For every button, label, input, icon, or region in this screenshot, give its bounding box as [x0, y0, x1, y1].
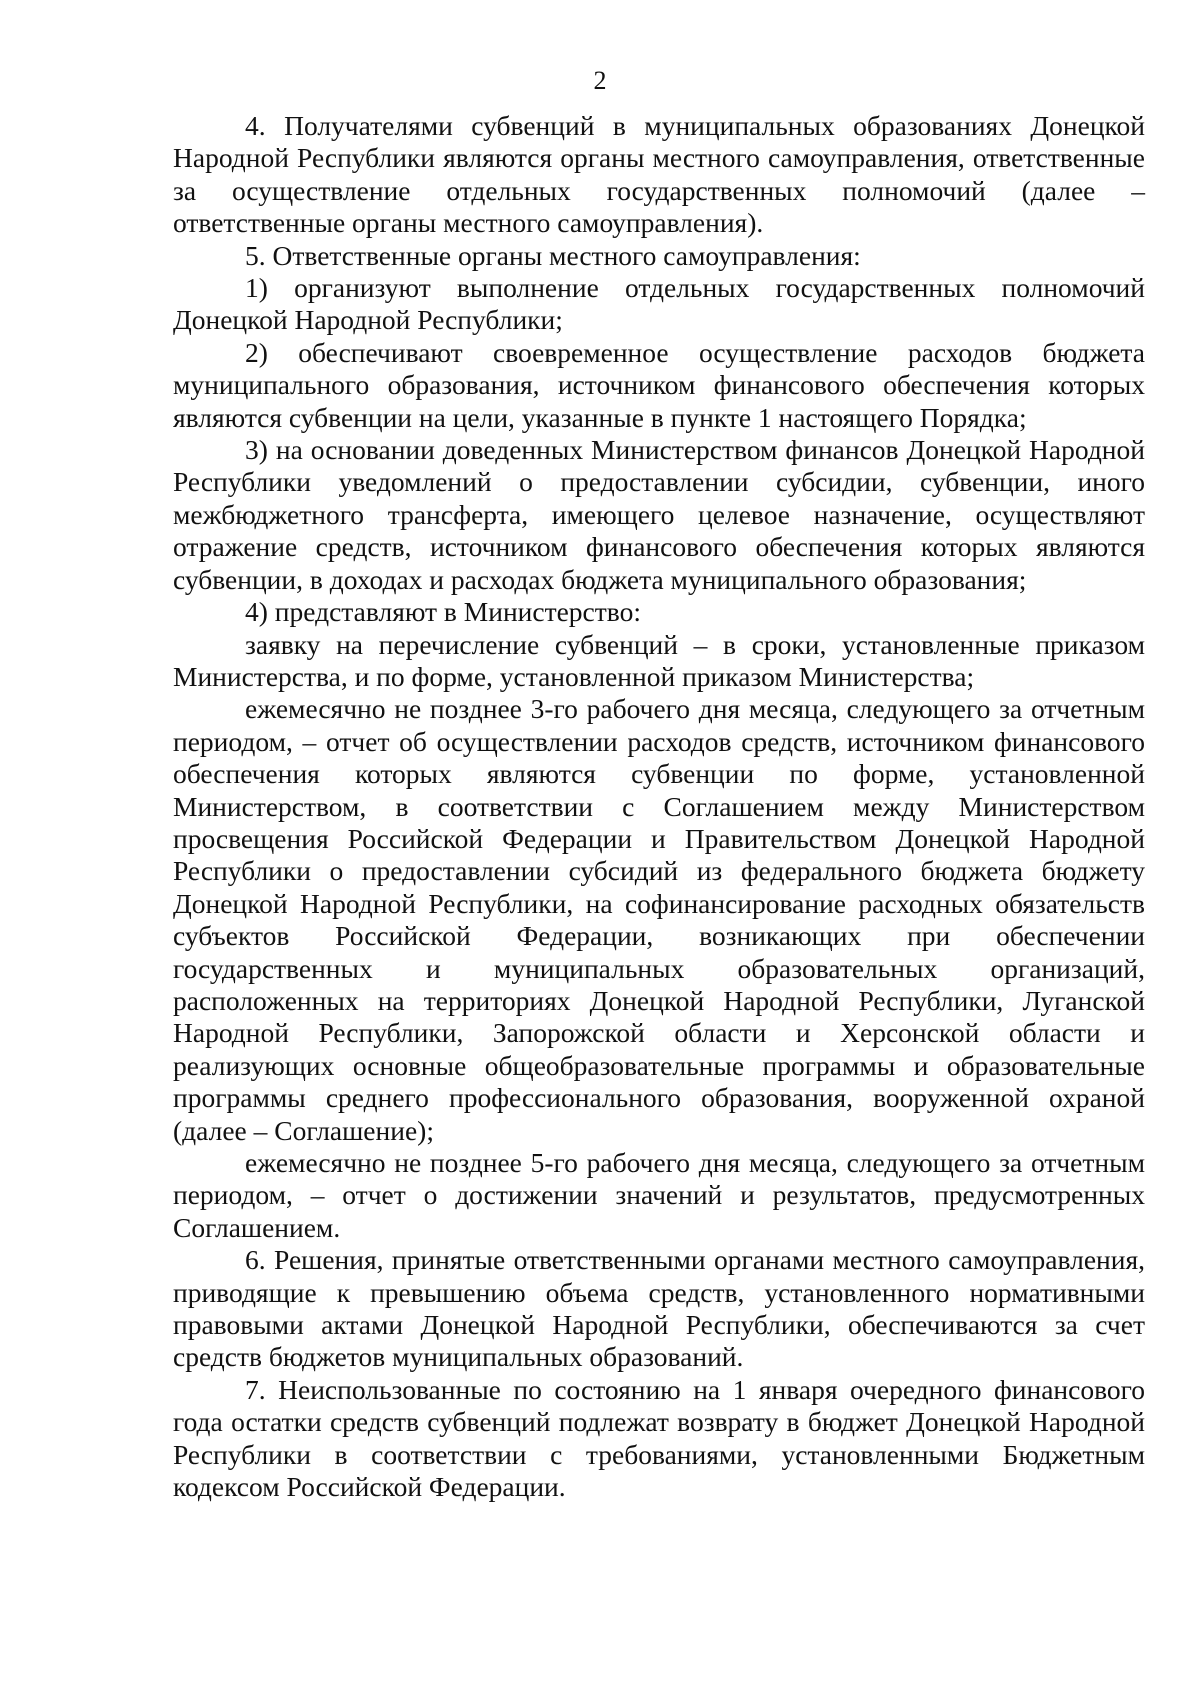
- document-body: [173, 110, 1145, 1503]
- paragraph-4-recipients: 4. Получателями субвенций в муниципальных образованиях Донецкой Народной Республики являются органы местного самоуправления, ответственные за осуществление отдельных государственных полномочий (далее – ответственные органы местного самоуправления).: [173, 110, 1145, 239]
- paragraph-monthly-expense-report: ежемесячно не позднее 3-го рабочего дня месяца, следующего за отчетным периодом, – отчет об осуществлении расходов средств, источником финансового обеспечения которых являются субвенции по форме, установленной Министерством, в соответствии с Соглашением между Министерством просвещения Российской Федерации и Правительством Донецкой Народной Республики о предоставлении субсидий из федерального бюджета бюджету Донецкой Народной Республики, на софинансирование расходных обязательств субъектов Российской Федерации, возникающих при обеспечении государственных и муниципальных образовательных организаций, расположенных на территориях Донецкой Народной Республики, Луганской Народной Республики, Запорожской области и Херсонской области и реализующих основные общеобразовательные программы и образовательные программы среднего профессионального образования, вооруженной охраной (далее – Соглашение);: [173, 693, 1145, 1146]
- paragraph-7-unused-balances: 7. Неиспользованные по состоянию на 1 января очередного финансового года остатки средств субвенций подлежат возврату в бюджет Донецкой Народной Республики в соответствии с требованиями, установленными Бюджетным кодексом Российской Федерации.: [173, 1373, 1145, 1503]
- paragraph-6-decisions: 6. Решения, принятые ответственными органами местного самоуправления, приводящие к превышению объема средств, установленного нормативными правовыми актами Донецкой Народной Республики, обеспечиваются за счет средств бюджетов муниципальных образований.: [173, 1244, 1145, 1373]
- paragraph-5-item-1: 1) организуют выполнение отдельных государственных полномочий Донецкой Народной Республики;: [173, 272, 1145, 336]
- paragraph-request: заявку на перечисление субвенций – в сроки, установленные приказом Министерства, и по форме, установленной приказом Министерства;: [173, 628, 1145, 692]
- paragraph-5-item-3: 3) на основании доведенных Министерством финансов Донецкой Народной Республики уведомлений о предоставлении субсидии, субвенции, иного межбюджетного трансферта, имеющего целевое назначение, осуществляют отражение средств, источником финансового обеспечения которых являются субвенции, в доходах и расходах бюджета муниципального образования;: [173, 434, 1145, 595]
- paragraph-5-item-4: 4) представляют в Министерство:: [245, 596, 641, 628]
- page-number: 2: [593, 66, 607, 95]
- paragraph-5-item-2: 2) обеспечивают своевременное осуществление расходов бюджета муниципального образования, источником финансового обеспечения которых являются субвенции на цели, указанные в пункте 1 настоящего Порядка;: [173, 336, 1145, 433]
- paragraph-5-heading: 5. Ответственные органы местного самоуправления:: [245, 239, 861, 271]
- paragraph-monthly-results-report: ежемесячно не позднее 5-го рабочего дня месяца, следующего за отчетным периодом, – отчет о достижении значений и результатов, предусмотренных Соглашением.: [173, 1147, 1145, 1243]
